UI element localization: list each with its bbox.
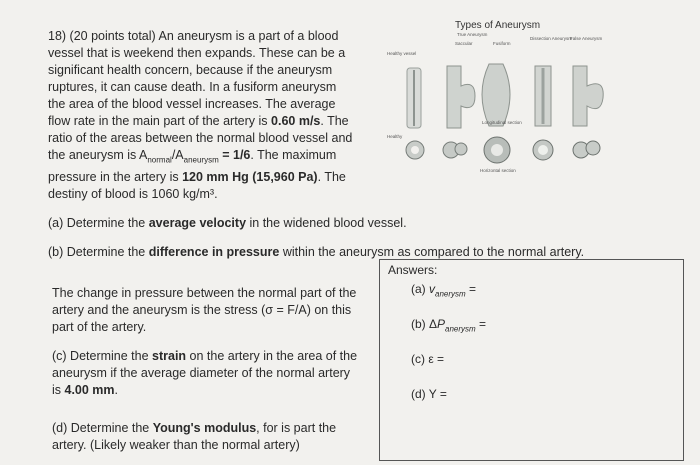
problem-line-1: 18) (20 points total) An aneurysm is a part of a blood bbox=[48, 29, 339, 43]
fig-label-dissection: Dissection Aneurysm bbox=[530, 36, 573, 41]
problem-line-10: destiny of blood is 1060 kg/m³. bbox=[48, 186, 218, 201]
saccular-vessel bbox=[447, 66, 475, 128]
fig-label-saccular: Saccular bbox=[455, 41, 473, 46]
fig-label-healthy-vessel: Healthy vessel bbox=[387, 51, 417, 56]
question-d: (d) Determine the Young's modulus, for is part the artery. (Likely weaker than the normal artery) bbox=[52, 421, 337, 452]
problem-line-2: vessel that is weekend then expands. These can be a bbox=[48, 46, 346, 60]
problem-line-9: pressure in the artery is 120 mm Hg (15,960 Pa). The bbox=[48, 169, 346, 184]
problem-statement bbox=[48, 28, 378, 203]
question-a: (a) Determine the average velocity in the widened blood vessel. bbox=[48, 216, 407, 230]
answer-a[interactable]: (a) $v_{anerysm}$ = bbox=[411, 282, 477, 299]
aneurysm-figure bbox=[385, 30, 645, 190]
fig-label-longitudinal: Longitudinal section bbox=[482, 120, 522, 125]
fig-label-fusiform: Fusiform bbox=[493, 41, 511, 46]
answer-d[interactable]: (d) Y = bbox=[411, 387, 447, 401]
pressure-value: 120 mm Hg (15,960 Pa) bbox=[182, 169, 318, 184]
problem-line-4: ruptures, it can cause death. In a fusiform aneurysm bbox=[48, 80, 337, 94]
fig-label-healthy: Healthy bbox=[387, 134, 403, 139]
stress-note: The change in pressure between the normal part of the artery and the aneurysm is the stress (σ = F/A) on this part of the artery. bbox=[52, 286, 357, 334]
problem-line-3: significant health concern, because if the aneurysm bbox=[48, 63, 333, 77]
question-c: (c) Determine the strain on the artery in the area of the aneurysm if the average diameter of the normal artery is 4.00 mm. bbox=[52, 349, 358, 397]
answer-b[interactable]: (b) $\Delta P_{anerysm}$ = bbox=[411, 317, 487, 334]
problem-line-5: the area of the blood vessel increases. The average bbox=[48, 97, 336, 111]
question-b: (b) Determine the difference in pressure within the aneurysm as compared to the normal artery. bbox=[48, 245, 585, 259]
ratio-value: = 1/6 bbox=[218, 148, 251, 162]
answer-c[interactable]: (c) ε = bbox=[411, 352, 445, 366]
fig-label-false: False Aneurysm bbox=[570, 36, 603, 41]
fusiform-vessel bbox=[482, 64, 510, 126]
fig-label-true: True Aneurysm bbox=[457, 32, 488, 37]
answers-heading: Answers: bbox=[388, 263, 438, 277]
problem-line-8: the aneurysm is $A_{normal}/A_{aneurysm} = 1/6$. The maximum bbox=[48, 148, 337, 165]
figure-title: Types of Aneurysm bbox=[455, 20, 541, 31]
false-vessel bbox=[573, 66, 603, 126]
flow-value: 0.60 m/s bbox=[271, 114, 321, 128]
fig-label-horizontal: Horizontal section bbox=[480, 168, 516, 173]
problem-line-7: ratio of the areas between the normal blood vessel and bbox=[48, 131, 353, 145]
problem-line-6: flow rate in the main part of the artery is 0.60 m/s. The bbox=[48, 114, 349, 128]
